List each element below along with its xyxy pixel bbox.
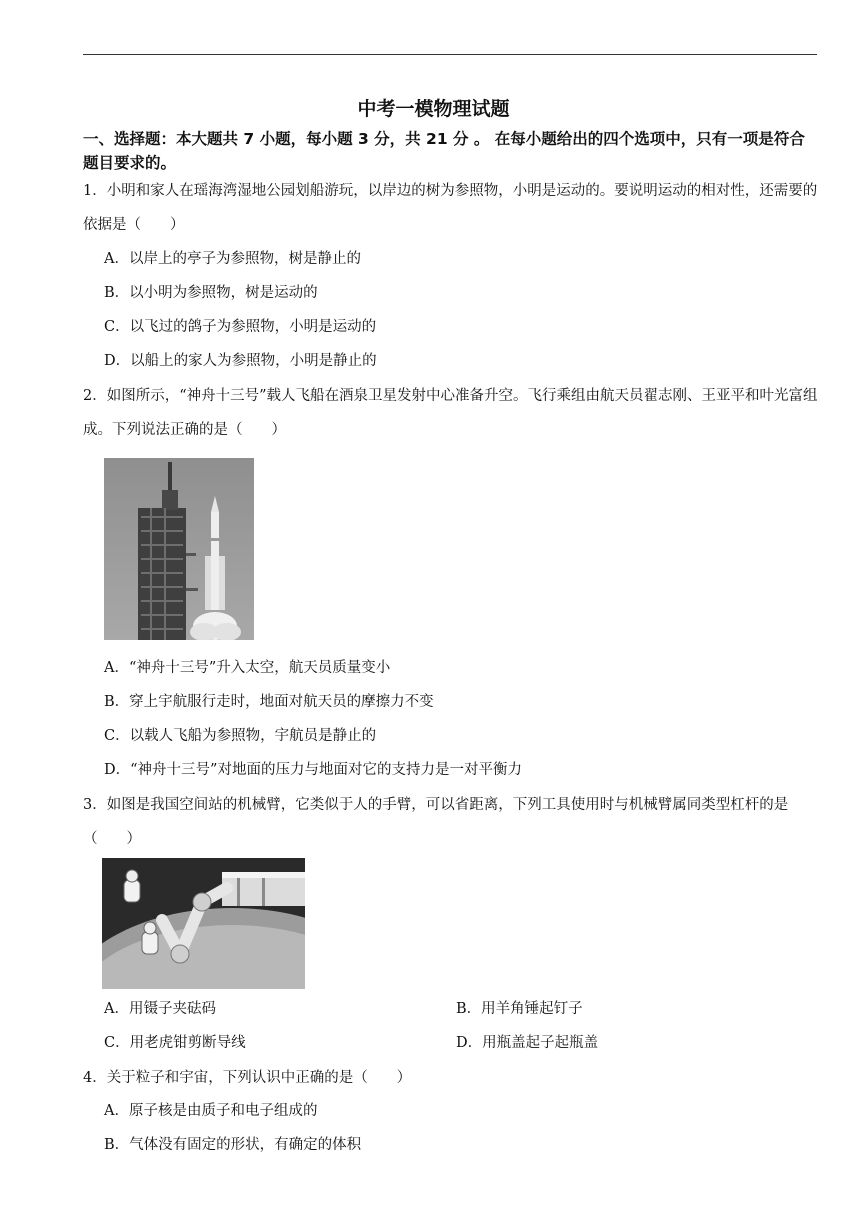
question-3-option-b: B．用羊角锤起钉子 [456, 1001, 583, 1017]
question-3-option-c: C．用老虎钳剪断导线 [104, 1035, 246, 1051]
question-4-option-a: A．原子核是由质子和电子组成的 [104, 1103, 318, 1119]
question-2-option-b: B．穿上宇航服行走时，地面对航天员的摩擦力不变 [104, 694, 434, 710]
question-2-option-a: A．“神舟十三号”升入太空，航天员质量变小 [104, 660, 391, 676]
question-3-option-a: A．用镊子夹砝码 [104, 1001, 216, 1017]
robotic-arm-photo [102, 858, 305, 989]
header-rule [83, 54, 817, 55]
question-2-option-c: C．以载人飞船为参照物，宇航员是静止的 [104, 728, 377, 744]
question-2-text: 2．如图所示，“神舟十三号”载人飞船在酒泉卫星发射中心准备升空。飞行乘组由航天员翟志刚、王亚平和叶光富组成。下列说法正确的是（ ） [83, 388, 818, 438]
question-1-option-c: C．以飞过的鸽子为参照物，小明是运动的 [104, 319, 377, 335]
page-title: 中考一模物理试题 [357, 98, 510, 120]
question-1-option-d: D．以船上的家人为参照物，小明是静止的 [104, 353, 377, 369]
question-3-text: 3．如图是我国空间站的机械臂，它类似于人的手臂，可以省距离，下列工具使用时与机械臂属同类型杠杆的是（ ） [83, 797, 789, 847]
section-heading: 一、选择题：本大题共 7 小题，每小题 3 分，共 21 分 。 在每小题给出的四个选项中，只有一项是符合题目要求的。 [83, 130, 805, 172]
question-1-text: 1．小明和家人在瑶海湾湿地公园划船游玩，以岸边的树为参照物，小明是运动的。要说明运动的相对性，还需要的依据是（ ） [83, 183, 818, 233]
question-1-option-b: B．以小明为参照物，树是运动的 [104, 285, 318, 301]
question-4-text: 4．关于粒子和宇宙，下列认识中正确的是（ ） [83, 1070, 412, 1086]
rocket-launch-photo [104, 458, 254, 640]
question-4-option-b: B．气体没有固定的形状，有确定的体积 [104, 1137, 362, 1153]
question-1-option-a: A．以岸上的亭子为参照物，树是静止的 [104, 251, 361, 267]
question-2-option-d: D．“神舟十三号”对地面的压力与地面对它的支持力是一对平衡力 [104, 762, 522, 778]
question-3-option-d: D．用瓶盖起子起瓶盖 [456, 1035, 599, 1051]
